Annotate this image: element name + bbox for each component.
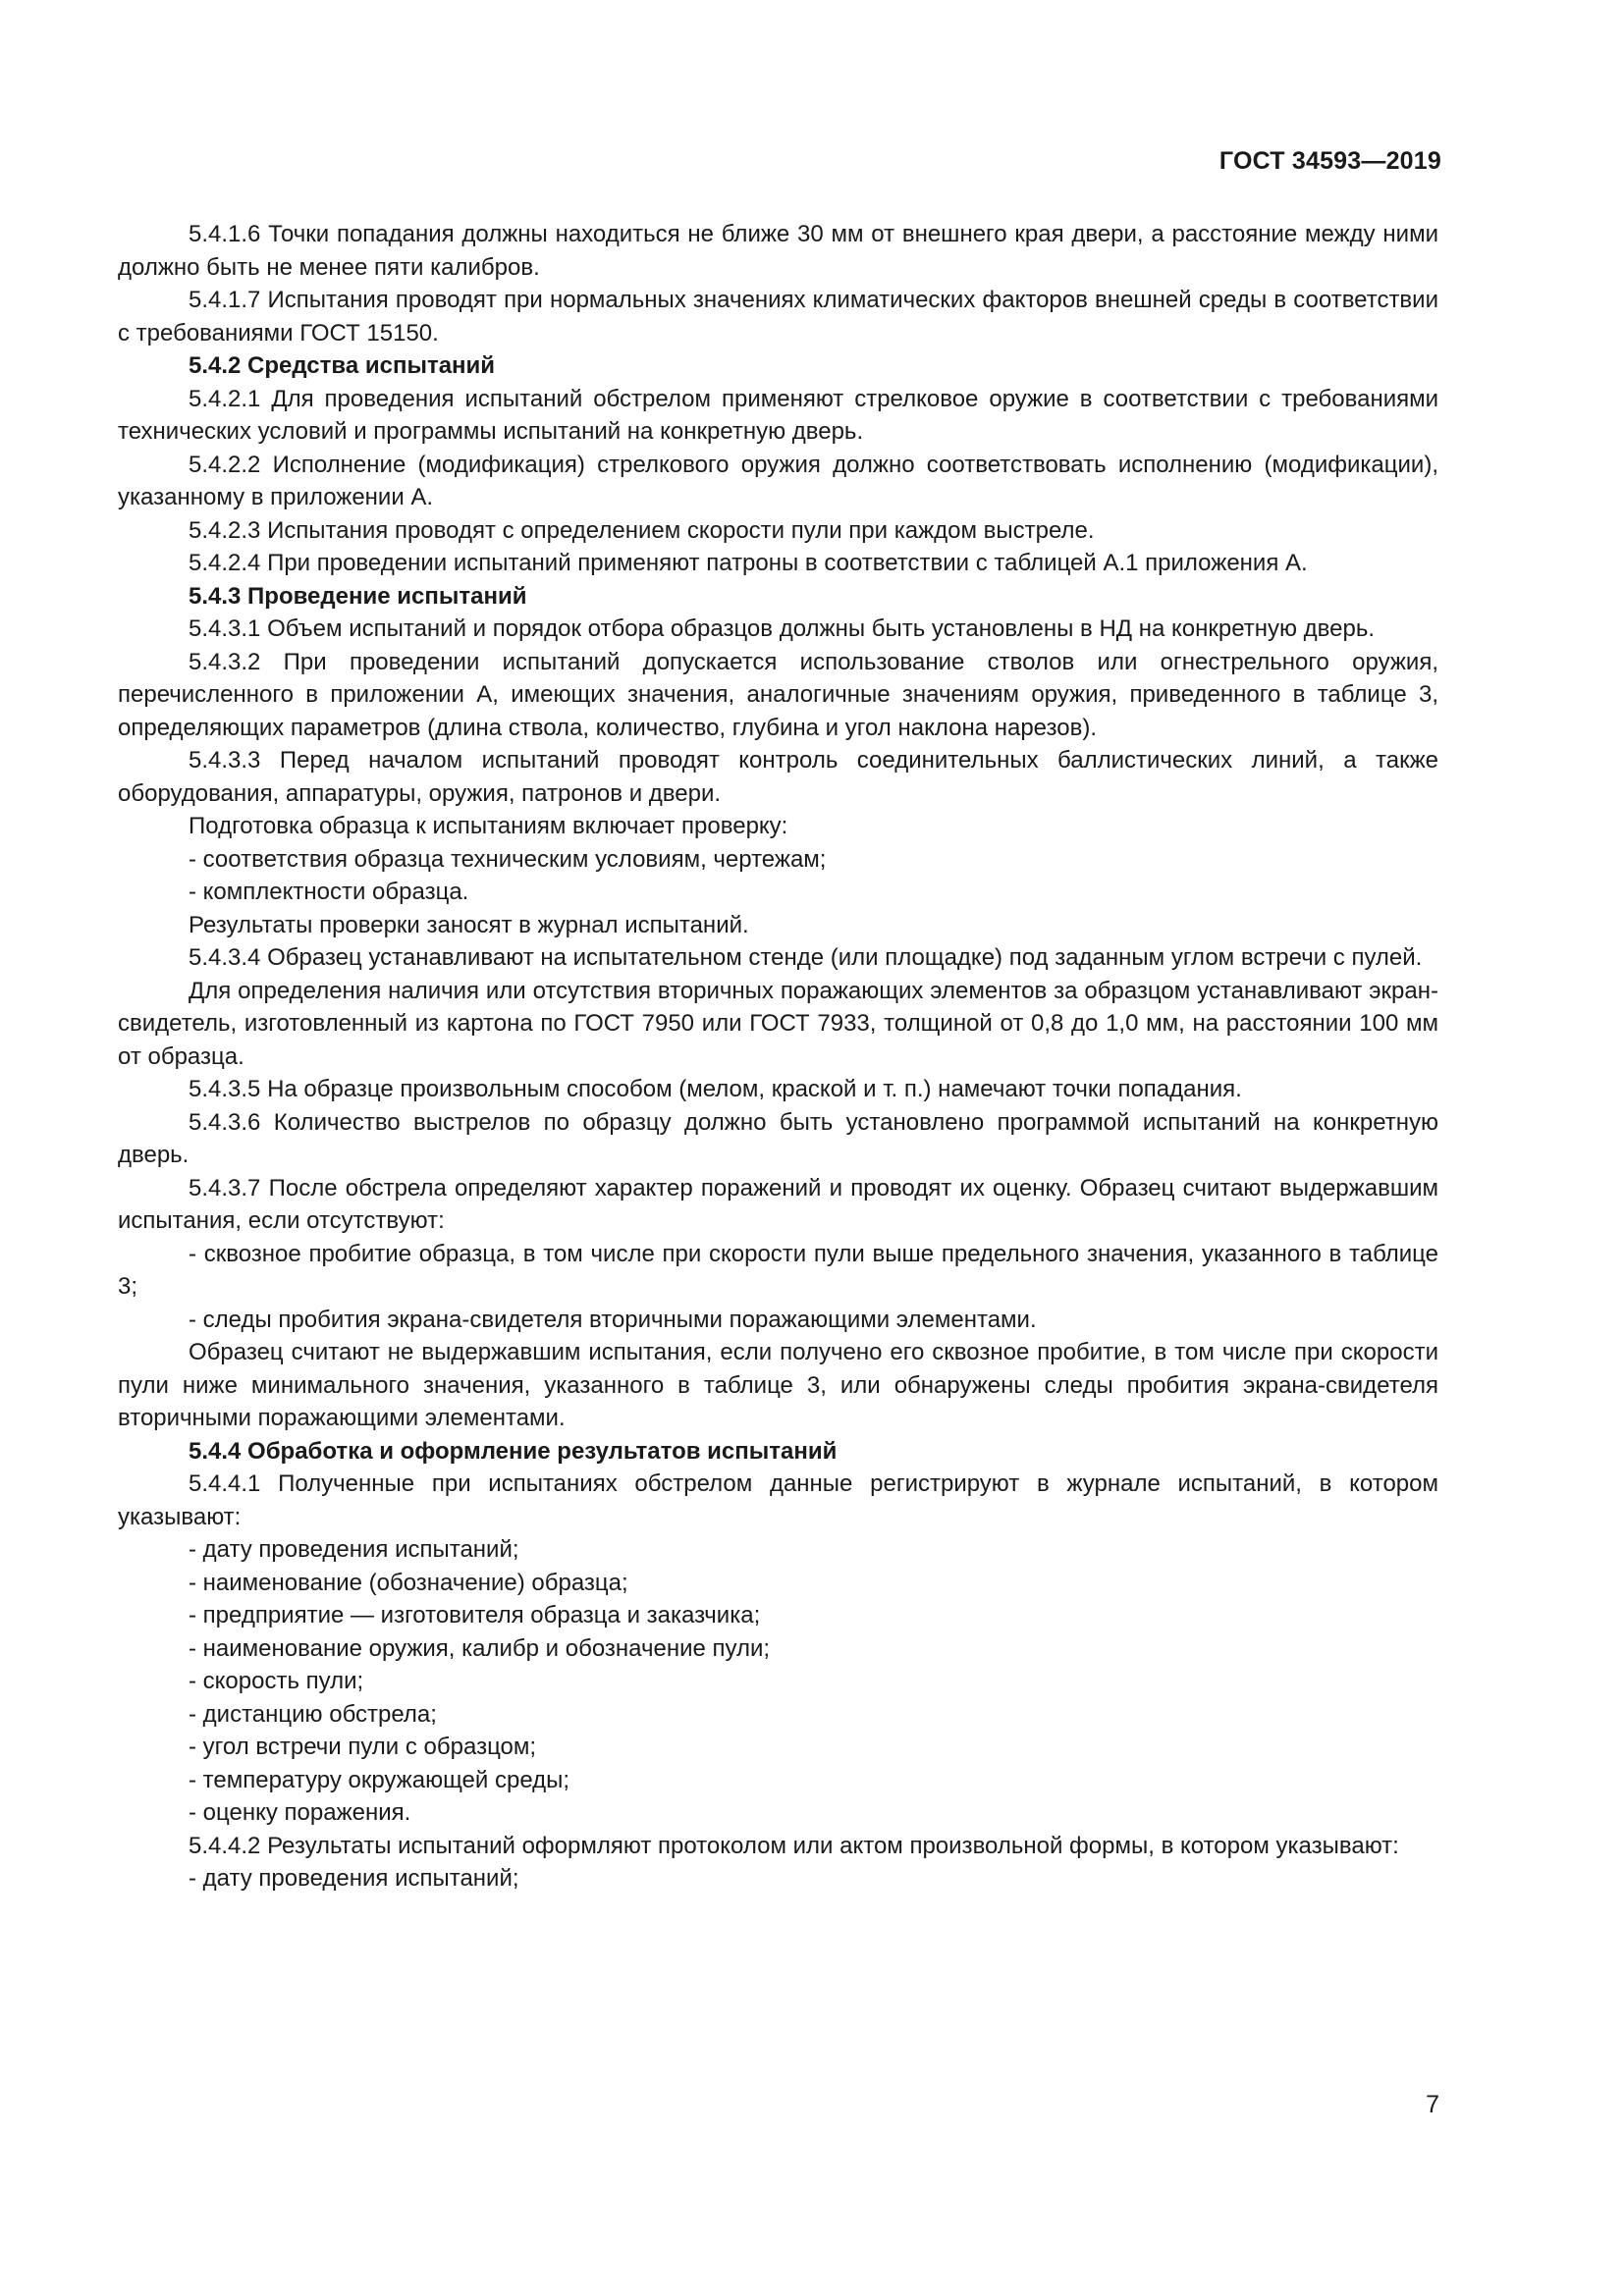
list-item: - скорость пули; <box>189 1668 364 1694</box>
paragraph: 5.4.2.2 Исполнение (модификация) стрелкового оружия должно соответствовать исполнению (модификации), указанному в приложении А. <box>118 451 1438 510</box>
paragraph: 5.4.3.6 Количество выстрелов по образцу должно быть установлено программой испытаний на конкретную дверь. <box>118 1108 1438 1168</box>
list-item: - комплектности образца. <box>189 879 469 905</box>
document-body <box>118 218 1438 1896</box>
list-item: - дату проведения испытаний; <box>189 1865 519 1892</box>
list-item: - дистанцию обстрела; <box>189 1700 437 1728</box>
document-header: ГОСТ 34593—2019 <box>1218 147 1441 175</box>
section-heading: 5.4.4 Обработка и оформление результатов испытаний <box>189 1437 838 1465</box>
paragraph: 5.4.2.3 Испытания проводят с определением скорости пули при каждом выстреле. <box>189 516 1095 544</box>
paragraph: 5.4.1.6 Точки попадания должны находиться не ближе 30 мм от внешнего края двери, а расстояние между ними должно быть не менее пяти калибров. <box>118 221 1438 281</box>
list-item: - предприятие — изготовителя образца и заказчика; <box>189 1602 761 1629</box>
paragraph: Для определения наличия или отсутствия вторичных поражающих элементов за образцом устанавливают экран-свидетель, изготовленный из картона по ГОСТ 7950 или ГОСТ 7933, толщиной от 0,8 до 1,0 мм, на расстоянии 100 мм от образца. <box>118 977 1438 1070</box>
paragraph: 5.4.1.7 Испытания проводят при нормальных значениях климатических факторов внешней среды в соответствии с требованиями ГОСТ 15150. <box>118 287 1438 347</box>
paragraph: 5.4.4.2 Результаты испытаний оформляют протоколом или актом произвольной формы, в котором указывают: <box>189 1832 1399 1859</box>
section-heading: 5.4.2 Средства испытаний <box>189 352 496 379</box>
list-item: - угол встречи пули с образцом; <box>189 1734 537 1760</box>
paragraph: 5.4.3.5 На образце произвольным способом (мелом, краской и т. п.) намечают точки попадания. <box>189 1076 1242 1102</box>
paragraph: Образец считают не выдержавшим испытания, если получено его сквозное пробитие, в том числе при скорости пули ниже минимального значения, указанного в таблице 3, или обнаружены следы пробития экрана-свидетеля вторичными поражающими элементами. <box>118 1339 1438 1431</box>
paragraph: 5.4.4.1 Полученные при испытаниях обстрелом данные регистрируют в журнале испытаний, в котором указывают: <box>118 1470 1438 1530</box>
paragraph: 5.4.2.4 При проведении испытаний применяют патроны в соответствии с таблицей А.1 приложения А. <box>189 550 1308 576</box>
paragraph: 5.4.3.1 Объем испытаний и порядок отбора образцов должны быть установлены в НД на конкретную дверь. <box>189 615 1376 642</box>
paragraph: 5.4.3.7 После обстрела определяют характер поражений и проводят их оценку. Образец считают выдержавшим испытания, если отсутствуют: <box>118 1174 1438 1234</box>
paragraph: 5.4.3.4 Образец устанавливают на испытательном стенде (или площадке) под заданным углом встречи с пулей. <box>189 944 1423 971</box>
paragraph: Подготовка образца к испытаниям включает проверку: <box>189 813 788 839</box>
paragraph: 5.4.3.3 Перед началом испытаний проводят контроль соединительных баллистических линий, а также оборудования, аппаратуры, оружия, патронов и двери. <box>118 747 1438 807</box>
list-item: - температуру окружающей среды; <box>189 1766 570 1793</box>
page-number: 7 <box>1426 2091 1439 2118</box>
paragraph: 5.4.2.1 Для проведения испытаний обстрелом применяют стрелковое оружие в соответствии с требованиями технических условий и программы испытаний на конкретную дверь. <box>118 385 1438 445</box>
list-item: - сквозное пробитие образца, в том числе при скорости пули выше предельного значения, указанного в таблице 3; <box>118 1240 1438 1300</box>
paragraph: 5.4.3.2 При проведении испытаний допускается использование стволов или огнестрельного оружия, перечисленного в приложении А, имеющих значения, аналогичные значениям оружия, приведенного в таблице 3, определяющих параметров (длина ствола, количество, глубина и угол наклона нарезов). <box>118 648 1438 741</box>
list-item: - наименование (обозначение) образца; <box>189 1569 628 1596</box>
list-item: - наименование оружия, калибр и обозначение пули; <box>189 1634 771 1662</box>
list-item: - дату проведения испытаний; <box>189 1536 519 1563</box>
paragraph: Результаты проверки заносят в журнал испытаний. <box>189 911 749 938</box>
list-item: - оценку поражения. <box>189 1799 411 1826</box>
section-heading: 5.4.3 Проведение испытаний <box>189 582 527 610</box>
list-item: - соответствия образца техническим условиям, чертежам; <box>189 845 827 873</box>
list-item: - следы пробития экрана-свидетеля вторичными поражающими элементами. <box>189 1306 1037 1333</box>
